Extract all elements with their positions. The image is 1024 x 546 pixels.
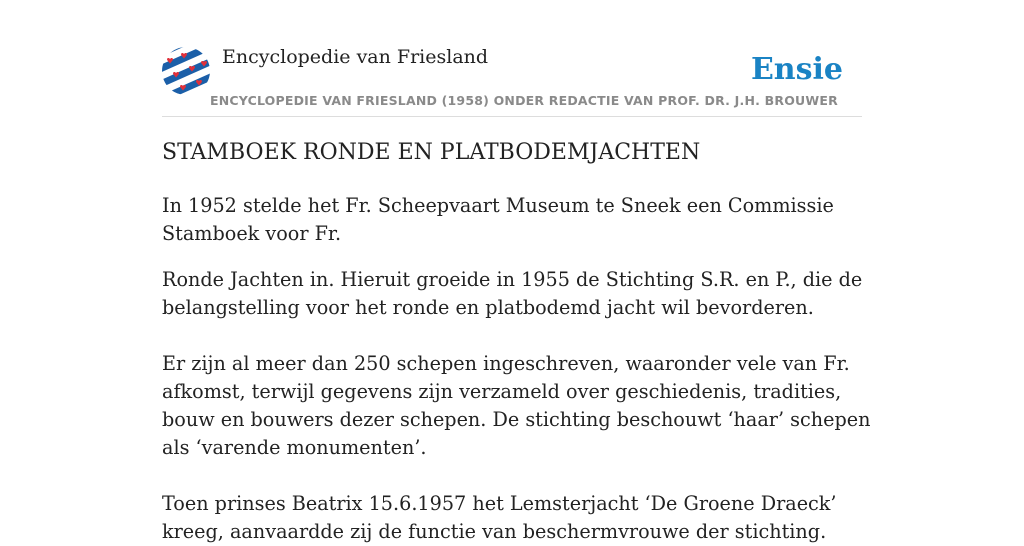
site-header — [162, 44, 862, 117]
article-body — [162, 192, 872, 546]
article-title: STAMBOEK RONDE EN PLATBODEMJACHTEN — [162, 140, 701, 165]
brand-logo[interactable]: Ensie — [750, 52, 843, 87]
frisian-flag-icon[interactable] — [162, 47, 210, 95]
paragraph: Ronde Jachten in. Hieruit groeide in 1955 de Stichting S.R. en P., die de belangstelling voor het ronde en platbodemd jacht wil bevorderen. — [162, 268, 863, 319]
paragraph: In 1952 stelde het Fr. Scheepvaart Museum te Sneek een Commissie Stamboek voor Fr. — [162, 194, 834, 245]
paragraph: Er zijn al meer dan 250 schepen ingeschreven, waaronder vele van Fr. afkomst, terwijl gegevens zijn verzameld over geschiedenis, tradities, bouw en bouwers dezer schepen. De stichting beschouwt ‘haar’ schepen als ‘varende monumenten’. — [162, 352, 871, 459]
encyclopedia-subtitle: ENCYCLOPEDIE VAN FRIESLAND (1958) ONDER REDACTIE VAN PROF. DR. J.H. BROUWER — [210, 93, 838, 108]
paragraph: Toen prinses Beatrix 15.6.1957 het Lemsterjacht ‘De Groene Draeck’ kreeg, aanvaardde zij de functie van beschermvrouwe der stichting. — [162, 492, 837, 543]
site-title[interactable]: Encyclopedie van Friesland — [222, 46, 489, 68]
